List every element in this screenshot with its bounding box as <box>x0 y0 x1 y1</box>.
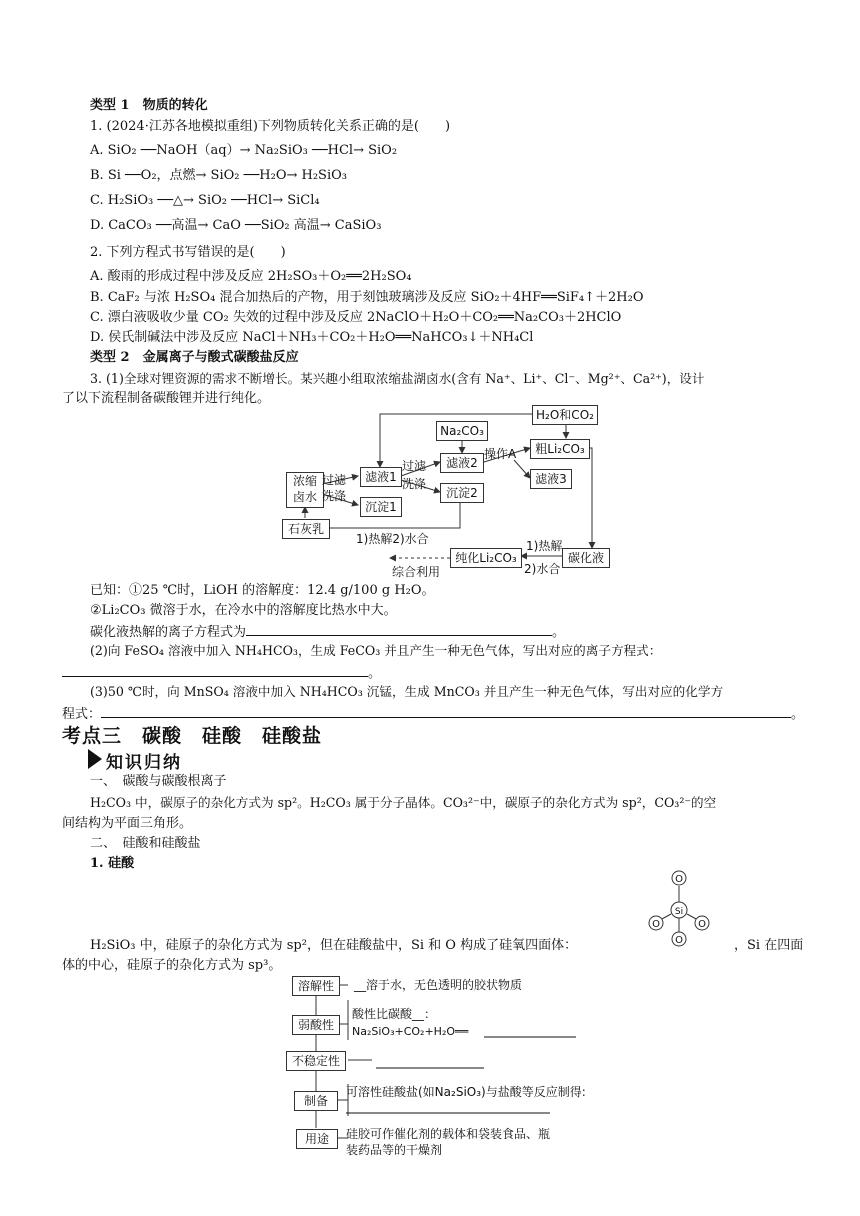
flow-lime-milk: 石灰乳 <box>282 519 330 539</box>
known-2: ②Li₂CO₃ 微溶于水，在冷水中的溶解度比热水中大。 <box>90 603 397 618</box>
q2-option-a: A. 酸雨的形成过程中涉及反应 2H₂SO₃＋O₂══2H₂SO₄ <box>90 269 412 284</box>
q3-2: (2)向 FeSO₄ 溶液中加入 NH₄HCO₃，生成 FeCO₃ 并且产生一种无色气体，写出对应的离子方程式： <box>90 643 662 658</box>
knowledge-tag-text: 知识归纳 <box>106 753 182 773</box>
flow-na2co3: Na₂CO₃ <box>436 421 488 441</box>
para-2b: 体的中心，硅原子的杂化方式为 sp³。 <box>62 958 282 973</box>
q2-stem: 2. 下列方程式书写错误的是( ) <box>90 245 286 260</box>
para-1b: 间结构为平面三角形。 <box>62 816 193 831</box>
flow-conc-line1: 浓缩 <box>292 474 317 488</box>
flow-h2o-co2: H₂O和CO₂ <box>532 405 598 425</box>
prop-solubility-text: __溶于水，无色透明的胶状物质 <box>354 978 523 992</box>
q1-option-b: B. Si ──O₂，点燃→ SiO₂ ──H₂O→ H₂SiO₃ <box>90 168 347 183</box>
prop-preparation: 制备 <box>294 1091 338 1111</box>
q2-option-b: B. CaF₂ 与浓 H₂SO₄ 混合加热后的产物，用于刻蚀玻璃涉及反应 SiO₂＋4HF══SiF₄↑＋2H₂O <box>90 290 644 305</box>
atom-o-top: O <box>675 874 683 885</box>
q1-option-c: C. H₂SiO₃ ──△→ SiO₂ ──HCl→ SiCl₄ <box>90 193 320 208</box>
flow-crude-li2co3: 粗Li₂CO₃ <box>530 439 590 459</box>
q3-3-label: 程式： <box>62 707 102 722</box>
prop-weak-acid-eq: Na₂SiO₃+CO₂+H₂O══ <box>352 1025 469 1038</box>
flow-wash-label: 洗涤 <box>322 489 347 503</box>
q1-option-d: D. CaCO₃ ──高温→ CaO ──SiO₂ 高温→ CaSiO₃ <box>90 218 382 233</box>
q3-line2: 了以下流程制备碳酸锂并进行纯化。 <box>62 391 271 406</box>
flow-hydrate-label: 2)水合 <box>524 562 561 576</box>
type1-heading: 类型 1 物质的转化 <box>90 98 208 113</box>
flow-conc-line2: 卤水 <box>292 490 317 504</box>
prop-use-text-2: 装药品等的干燥剂 <box>346 1143 443 1157</box>
para-2a-tail: ，Si 在四面 <box>734 938 804 953</box>
q1-stem: 1. (2024·江苏各地模拟重组)下列物质转化关系正确的是( ) <box>90 119 451 134</box>
q2-option-c: C. 漂白液吸收少量 CO₂ 失效的过程中涉及反应 2NaClO＋H₂O＋CO₂══Na₂CO₃＋2HClO <box>90 310 622 325</box>
atom-o-left: O <box>652 919 660 930</box>
flow-op-a: 操作A <box>484 447 517 461</box>
q3-2-period: 。 <box>368 666 382 681</box>
prop-weak-acid-text: 酸性比碳酸__： <box>352 1007 437 1021</box>
flow-filter-label: 过滤 <box>322 473 347 487</box>
flow-wash-label-2: 洗涤 <box>402 477 427 491</box>
prop-preparation-text: 可溶性硅酸盐(如Na₂SiO₃)与盐酸等反应制得: <box>346 1085 586 1099</box>
type2-heading: 类型 2 金属离子与酸式碳酸盐反应 <box>90 350 299 365</box>
para-2a: H₂SiO₃ 中，硅原子的杂化方式为 sp²，但在硅酸盐中，Si 和 O 构成了硅氧四面体： <box>90 938 578 953</box>
q3-3-period: 。 <box>791 707 805 722</box>
prop-use: 用途 <box>296 1129 338 1149</box>
flow-heat-label: 1)热解 <box>526 539 563 553</box>
flow-filter-label-2: 过滤 <box>402 459 427 473</box>
subsection-2: 二、 硅酸和硅酸盐 <box>90 836 201 851</box>
q3-period: 。 <box>552 625 566 640</box>
q3-ask: 碳化液热解的离子方程式为 <box>90 625 247 640</box>
q1-option-a: A. SiO₂ ──NaOH（aq）→ Na₂SiO₃ ──HCl→ SiO₂ <box>90 143 398 158</box>
subsection-2-1: 1. 硅酸 <box>90 856 135 871</box>
prop-use-text-1: 硅胶可作催化剂的载体和袋装食品、瓶 <box>346 1127 551 1141</box>
prop-unstable: 不稳定性 <box>286 1051 346 1071</box>
atom-o-right: O <box>698 919 706 930</box>
prop-weak-acid: 弱酸性 <box>292 1015 340 1035</box>
flow-filtrate1: 滤液1 <box>360 467 402 487</box>
known-1: 已知：①25 ℃时，LiOH 的溶解度：12.4 g/100 g H₂O。 <box>90 583 435 598</box>
flow-filtrate3: 滤液3 <box>530 469 572 489</box>
q3-line1: 3. (1)全球对锂资源的需求不断增长。某兴趣小组取浓缩盐湖卤水(含有 Na⁺、Li⁺、Cl⁻、Mg²⁺、Ca²⁺)，设计 <box>90 371 705 386</box>
q2-option-d: D. 侯氏制碱法中涉及反应 NaCl＋NH₃＋CO₂＋H₂O══NaHCO₃↓＋NH₄Cl <box>90 330 534 345</box>
para-1a: H₂CO₃ 中，碳原子的杂化方式为 sp²。H₂CO₃ 属于分子晶体。CO₃²⁻中，碳原子的杂化方式为 sp²，CO₃²⁻的空 <box>90 795 717 810</box>
subsection-1: 一、 碳酸与碳酸根离子 <box>90 774 227 789</box>
flow-precipitate1: 沉淀1 <box>360 497 402 517</box>
flow-pure-li2co3: 纯化Li₂CO₃ <box>450 548 522 568</box>
section3-title: 考点三 碳酸 硅酸 硅酸盐 <box>62 725 323 747</box>
atom-si: Si <box>674 907 684 917</box>
q3-3: (3)50 ℃时，向 MnSO₄ 溶液中加入 NH₄HCO₃ 沉锰，生成 MnCO₃ 并且产生一种无色气体，写出对应的化学方 <box>90 684 724 699</box>
prop-solubility: 溶解性 <box>292 976 340 996</box>
flow-heat-hydrate: 1)热解2)水合 <box>356 532 429 546</box>
flow-reuse: 综合利用 <box>392 565 441 579</box>
flow-precipitate2: 沉淀2 <box>440 483 484 503</box>
flow-filtrate2: 滤液2 <box>440 453 484 473</box>
flow-carbonation-liquid: 碳化液 <box>562 548 610 568</box>
atom-o-bottom: O <box>675 935 683 946</box>
